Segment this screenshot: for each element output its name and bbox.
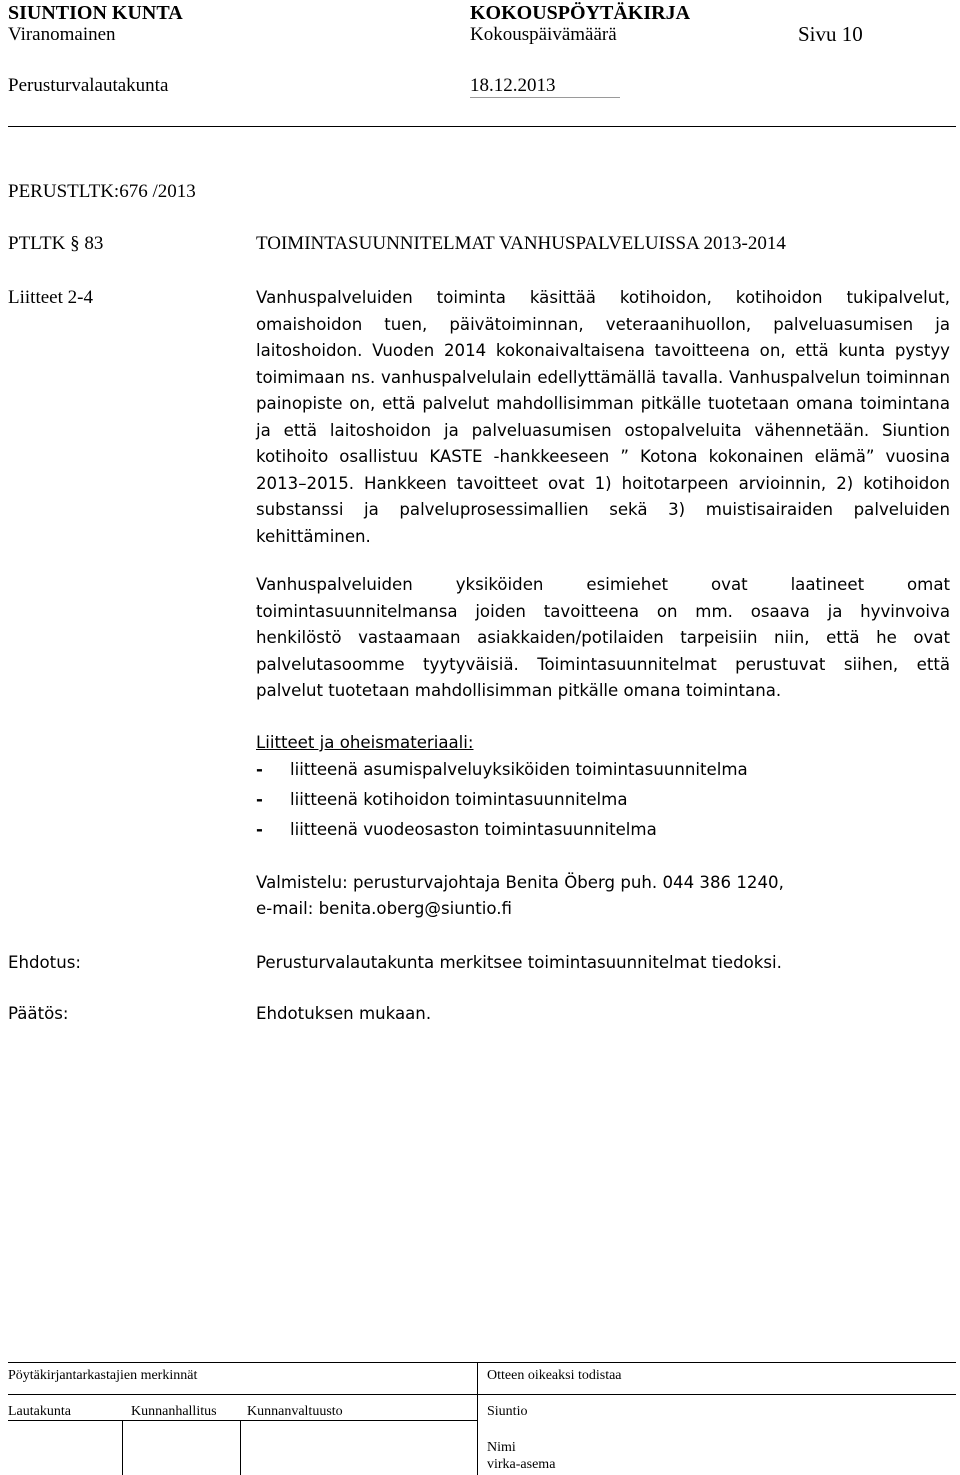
section-label: PTLTK	[8, 233, 66, 254]
decision-label: Päätös:	[8, 1004, 69, 1023]
meeting-date-label: Kokouspäivämäärä	[470, 24, 617, 45]
footer-subheader-border	[8, 1420, 478, 1421]
column-board: Lautakunta	[8, 1404, 71, 1419]
section-number-value: 83	[84, 233, 104, 254]
header-divider	[8, 126, 956, 127]
attachment-item-text: liitteenä kotihoidon toimintasuunnitelma	[290, 790, 628, 809]
preparer-line-2: e-mail: benita.oberg@siuntio.fi	[256, 899, 512, 918]
paragraph-2-text: Vanhuspalveluiden yksiköiden esimiehet ovat laatineet omat toimintasuunnitelmansa joiden tavoitteena on mm. osaava ja hyvinvoiva henkilöstö vastaamaan asiakkaiden/potilaiden tarpeisiin niin, että he ovat palvelutasoomme tyytyväisiä. Toimintasuunnitelmat perustuvat siihen, että palvelut tuotetaan mahdollisimman pitkälle omana toimintana.	[256, 575, 950, 700]
attachment-item	[256, 760, 748, 779]
list-dash: -	[256, 760, 263, 779]
body-paragraph-1	[256, 285, 950, 550]
checkers-label: Pöytäkirjantarkastajien merkinnät	[8, 1368, 198, 1383]
column-council: Kunnanvaltuusto	[247, 1404, 343, 1419]
section-symbol: §	[70, 233, 80, 254]
section-number	[8, 233, 103, 255]
footer-row-divider	[8, 1394, 956, 1395]
certified-label: Otteen oikeaksi todistaa	[487, 1368, 622, 1383]
list-dash: -	[256, 820, 263, 839]
document-type: KOKOUSPÖYTÄKIRJA	[470, 2, 691, 24]
item-reference: PERUSTLTK:676 /2013	[8, 181, 196, 202]
attachment-item	[256, 820, 657, 839]
title-label: virka-asema	[487, 1457, 556, 1472]
footer-column-divider	[240, 1420, 241, 1475]
decision-text: Ehdotuksen mukaan.	[256, 1004, 432, 1023]
attachment-item-text: liitteenä asumispalveluyksiköiden toimintasuunnitelma	[290, 760, 748, 779]
column-council-executive: Kunnanhallitus	[131, 1404, 217, 1419]
item-title: TOIMINTASUUNNITELMAT VANHUSPALVELUISSA 2013-2014	[256, 233, 786, 254]
municipality-name: SIUNTION KUNTA	[8, 2, 183, 24]
attachment-item	[256, 790, 627, 809]
paragraph-1-text: Vanhuspalveluiden toiminta käsittää kotihoidon, kotihoidon tukipalvelut, omaishoidon tuen, päivätoiminnan, veteraanihuollon, palveluasumisen ja laitoshoidon. Vuoden 2014 kokonaivaltaisena tavoitteena on, että kunta pystyy toimimaan ns. vanhuspalvelulain edellyttämällä tavalla. Vanhuspalvelun toiminnan painopiste on, että palvelut mahdollisimman pitkälle tuotetaan omana toimintana ja että laitoshoidon ja palveluasumisen ostopalveluita vähennetään. Siuntion kotihoito osallistuu KASTE -hankkeeseen ” Kotona kokonainen elämä” vuosina 2013–2015. Hankkeen tavoitteet ovat 1) hoitotarpeen arvioinnin, 2) kotihoidon substanssi ja palveluprosessimallien sekä 3) muistisairaiden palveluiden kehittäminen.	[256, 288, 950, 546]
body-paragraph-2	[256, 572, 950, 705]
proposal-label: Ehdotus:	[8, 953, 81, 972]
meeting-date: 18.12.2013	[470, 75, 556, 96]
attachment-item-text: liitteenä vuodeosaston toimintasuunnitelma	[290, 820, 657, 839]
page-number: Sivu 10	[798, 22, 863, 46]
attachments-heading: Liitteet ja oheismateriaali:	[256, 733, 474, 752]
header-date-underline	[470, 97, 620, 98]
place: Siuntio	[487, 1404, 528, 1419]
authority-label: Viranomainen	[8, 24, 116, 45]
list-dash: -	[256, 790, 263, 809]
footer-column-divider	[122, 1420, 123, 1475]
attachments-label: Liitteet 2-4	[8, 287, 93, 308]
proposal-text: Perusturvalautakunta merkitsee toimintasuunnitelmat tiedoksi.	[256, 953, 782, 972]
name-label: Nimi	[487, 1440, 516, 1455]
footer-center-divider	[477, 1362, 478, 1475]
preparer-line-1: Valmistelu: perusturvajohtaja Benita Öberg puh. 044 386 1240,	[256, 873, 784, 892]
authority-name: Perusturvalautakunta	[8, 75, 169, 96]
footer-top-border	[8, 1362, 956, 1363]
